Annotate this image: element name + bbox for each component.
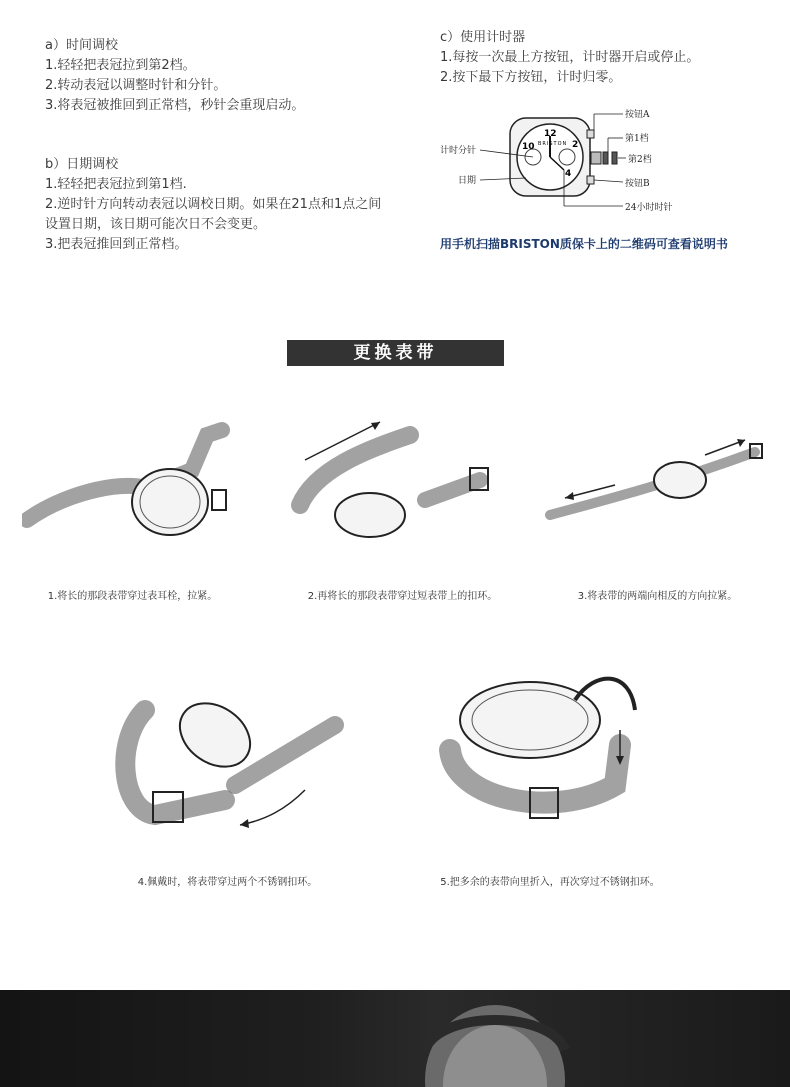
callout-button-b: 按钮B — [625, 179, 650, 189]
section-time-setting — [45, 36, 425, 116]
step-caption: 2.再将长的那段表带穿过短表带上的扣环。 — [307, 591, 498, 602]
button-b-pusher — [587, 176, 594, 184]
instruction-line: 2.按下最下方按钮，计时归零。 — [440, 70, 622, 85]
strap-buckle — [212, 490, 226, 510]
dial-brand: BRISTON — [538, 141, 568, 147]
model-photo — [0, 990, 790, 1087]
step-3-illustration — [545, 430, 770, 530]
step-caption: 3.将表带的两端向相反的方向拉紧。 — [577, 591, 738, 602]
watch-body — [168, 690, 262, 779]
section-chronograph — [440, 28, 780, 88]
crown — [591, 152, 601, 164]
callout-button-a: 按钮A — [625, 110, 650, 120]
strap-section-banner: 更换表带 — [287, 340, 504, 366]
scan-note: 用手机扫描BRISTON质保卡上的二维码可查看说明书 — [440, 237, 728, 251]
instruction-line: 1.轻轻把表冠拉到第2档。 — [45, 58, 196, 73]
section-heading: b）日期调校 — [45, 157, 119, 172]
instruction-line: 设置日期，该日期可能次日不会变更。 — [45, 217, 267, 232]
instruction-line: 3.将表冠被推回到正常档，秒针会重现启动。 — [45, 98, 305, 113]
callout-date: 日期 — [458, 176, 477, 186]
section-date-setting — [45, 155, 425, 255]
callout-24h-hand: 24小时时针 — [625, 203, 673, 213]
section-heading: a）时间调校 — [45, 38, 118, 53]
crown-pos1 — [603, 152, 608, 164]
instruction-line: 1.每按一次最上方按钮，计时器开启或停止。 — [440, 50, 700, 65]
arrow — [240, 790, 305, 825]
step-1-illustration — [22, 410, 247, 550]
dial-number: 4 — [565, 169, 572, 179]
watch-body — [335, 493, 405, 537]
step-caption: 5.把多余的表带向里折入，再次穿过不锈钢扣环。 — [440, 877, 660, 888]
step-4-illustration — [105, 680, 350, 840]
instruction-line: 2.逆时针方向转动表冠以调校日期。如果在21点和1点之间 — [45, 197, 382, 212]
callout-chrono-minute: 计时分针 — [440, 146, 477, 156]
strap-path — [550, 452, 755, 515]
instruction-line: 1.轻轻把表冠拉到第1档. — [45, 177, 187, 192]
instruction-line: 2.转动表冠以调整时针和分针。 — [45, 78, 227, 93]
watch-body — [132, 469, 208, 535]
section-heading: c）使用计时器 — [440, 30, 526, 45]
callout-crown-pos1: 第1档 — [625, 134, 649, 144]
step-caption: 1.将长的那段表带穿过表耳栓，拉紧。 — [47, 591, 218, 602]
step-2-illustration — [285, 410, 510, 550]
button-a-pusher — [587, 130, 594, 138]
dial-number: 2 — [572, 140, 579, 150]
model-silhouette — [0, 990, 790, 1087]
callout-crown-pos2: 第2档 — [628, 155, 652, 165]
crown-pos2 — [612, 152, 617, 164]
dial-number: 12 — [544, 129, 557, 139]
step-caption: 4.佩戴时，将表带穿过两个不锈钢扣环。 — [137, 877, 318, 888]
dial-number: 10 — [522, 142, 535, 152]
watch-body — [654, 462, 706, 498]
instruction-line: 3.把表冠推回到正常档。 — [45, 237, 188, 252]
step-5-illustration — [435, 670, 650, 840]
